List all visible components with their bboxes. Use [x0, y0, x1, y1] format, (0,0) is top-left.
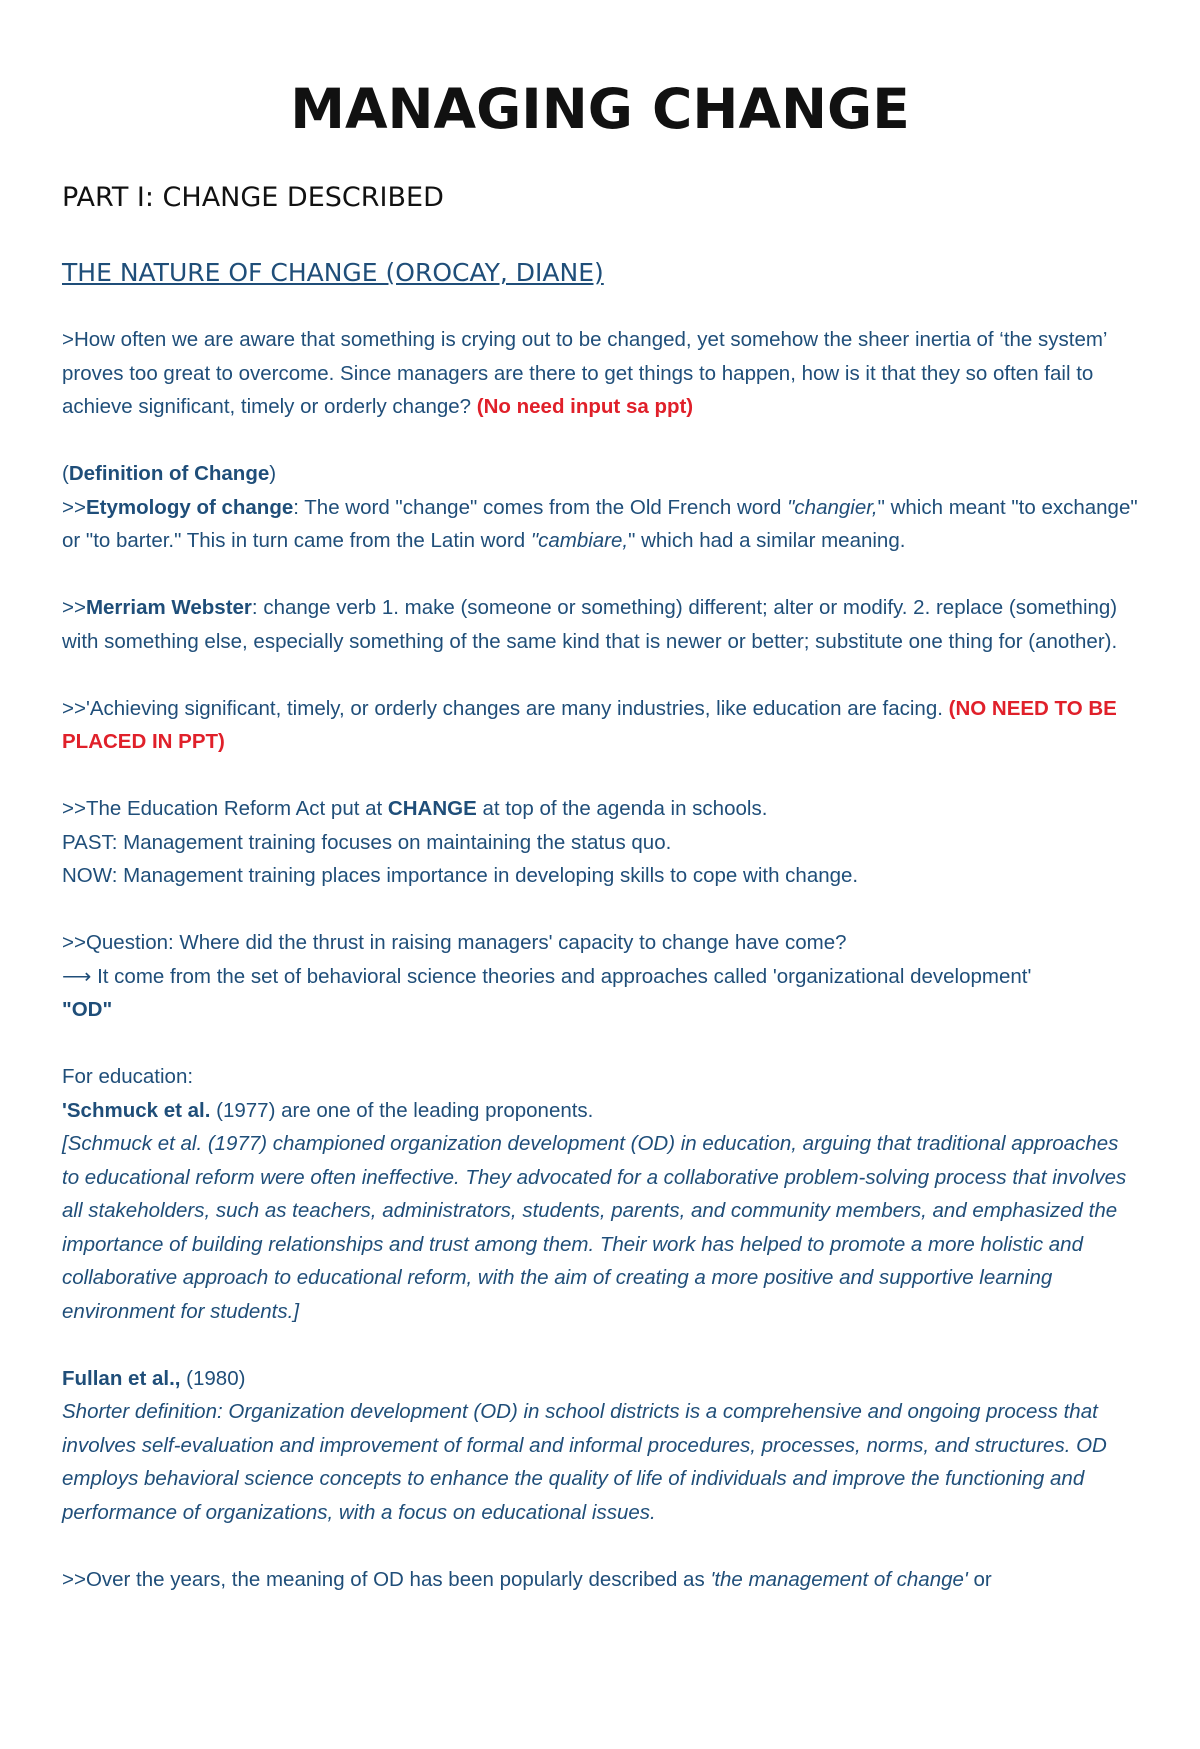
- paragraph-reform: [62, 792, 1138, 893]
- reform-text-a: >>The Education Reform Act put at: [62, 797, 388, 820]
- document-body: [62, 290, 1138, 1596]
- over-years-phrase: 'the management of change': [710, 1567, 968, 1591]
- question-answer: ⟶ It come from the set of behavioral science theories and approaches called 'organizational development': [62, 964, 1032, 988]
- reform-change-word: CHANGE: [387, 797, 477, 820]
- question-text: >>Question: Where did the thrust in raising managers' capacity to change have come?: [62, 931, 847, 954]
- etymology-label: Etymology of change: [85, 495, 294, 519]
- achieving-text: >>'Achieving significant, timely, or orderly changes are many industries, like education are facing.: [62, 696, 949, 720]
- merriam-prefix: >>: [62, 596, 86, 619]
- schmuck-name: 'Schmuck et al.: [62, 1098, 211, 1122]
- intro-note: (No need input sa ppt): [476, 395, 694, 418]
- over-years-text-a: >>Over the years, the meaning of OD has been popularly described as: [62, 1567, 711, 1591]
- paragraph-education: [62, 1060, 1138, 1328]
- section-heading: THE NATURE OF CHANGE (OROCAY, DIANE): [62, 258, 604, 287]
- paragraph-definition: [62, 457, 1138, 558]
- fullan-name: Fullan et al.,: [62, 1366, 181, 1390]
- paragraph-question: [62, 926, 1138, 1027]
- etymology-prefix: >>: [62, 495, 86, 519]
- part-heading: PART I: CHANGE DESCRIBED: [62, 182, 444, 213]
- education-intro: For education:: [62, 1065, 194, 1088]
- merriam-text: : change verb 1. make (someone or something) different; alter or modify. 2. replace (something) with something else, especially something of the same kind that is newer or better; substitute one thing for (another).: [62, 596, 1118, 653]
- paragraph-merriam: [62, 591, 1138, 658]
- definition-heading: Definition of Change: [68, 462, 270, 485]
- definition-paren-close: ): [269, 462, 277, 485]
- reform-past: PAST: Management training focuses on maintaining the status quo.: [62, 830, 672, 854]
- over-years-text-c: or: [967, 1567, 992, 1591]
- fullan-year: (1980): [180, 1366, 246, 1390]
- reform-now: NOW: Management training places importance in developing skills to cope with change.: [62, 864, 859, 887]
- etymology-word-changier: "changier,: [787, 495, 878, 519]
- schmuck-description: [Schmuck et al. (1977) championed organization development (OD) in education, arguing that traditional approaches to educational reform were often ineffective. They advocated for a collaborative problem-solving process that involves all stakeholders, such as teachers, administrators, students, parents, and community members, and emphasized the importance of building relationships and trust among them. Their work has helped to promote a more holistic and collaborative approach to educational reform, with the aim of creating a more positive and supportive learning environment for students.]: [62, 1132, 1127, 1323]
- fullan-description: Shorter definition: Organization development (OD) in school districts is a comprehensive and ongoing process that involves self-evaluation and improvement of formal and informal procedures, processes, norms, and structures. OD employs behavioral science concepts to enhance the quality of life of individuals and improve the functioning and performance of organizations, with a focus on educational issues.: [62, 1400, 1107, 1524]
- reform-text-c: at top of the agenda in schools.: [476, 797, 768, 820]
- achieving-note: (NO NEED TO BE PLACED IN PPT): [62, 696, 1117, 753]
- paragraph-over-years: [62, 1563, 1138, 1597]
- etymology-text-b: " which meant "to exchange" or "to barter." This in turn came from the Latin word: [62, 495, 1138, 552]
- intro-text: >How often we are aware that something is crying out to be changed, yet somehow the sheer inertia of ‘the system’ proves too great to overcome. Since managers are there to get things to happen, how is it that they so often fail to achieve significant, timely or orderly change?: [62, 328, 1107, 418]
- definition-paren-open: (: [62, 462, 69, 485]
- paragraph-intro: [62, 323, 1138, 424]
- etymology-word-cambiare: "cambiare,: [530, 529, 629, 552]
- od-term: "OD": [62, 998, 113, 1021]
- schmuck-rest: (1977) are one of the leading proponents.: [210, 1098, 594, 1122]
- merriam-label: Merriam Webster: [85, 596, 252, 619]
- document-title: MANAGING CHANGE: [290, 77, 910, 141]
- paragraph-achieving: [62, 692, 1138, 759]
- etymology-text-c: " which had a similar meaning.: [628, 529, 906, 552]
- paragraph-fullan: [62, 1362, 1138, 1530]
- etymology-text-a: : The word "change" comes from the Old French word: [293, 495, 788, 519]
